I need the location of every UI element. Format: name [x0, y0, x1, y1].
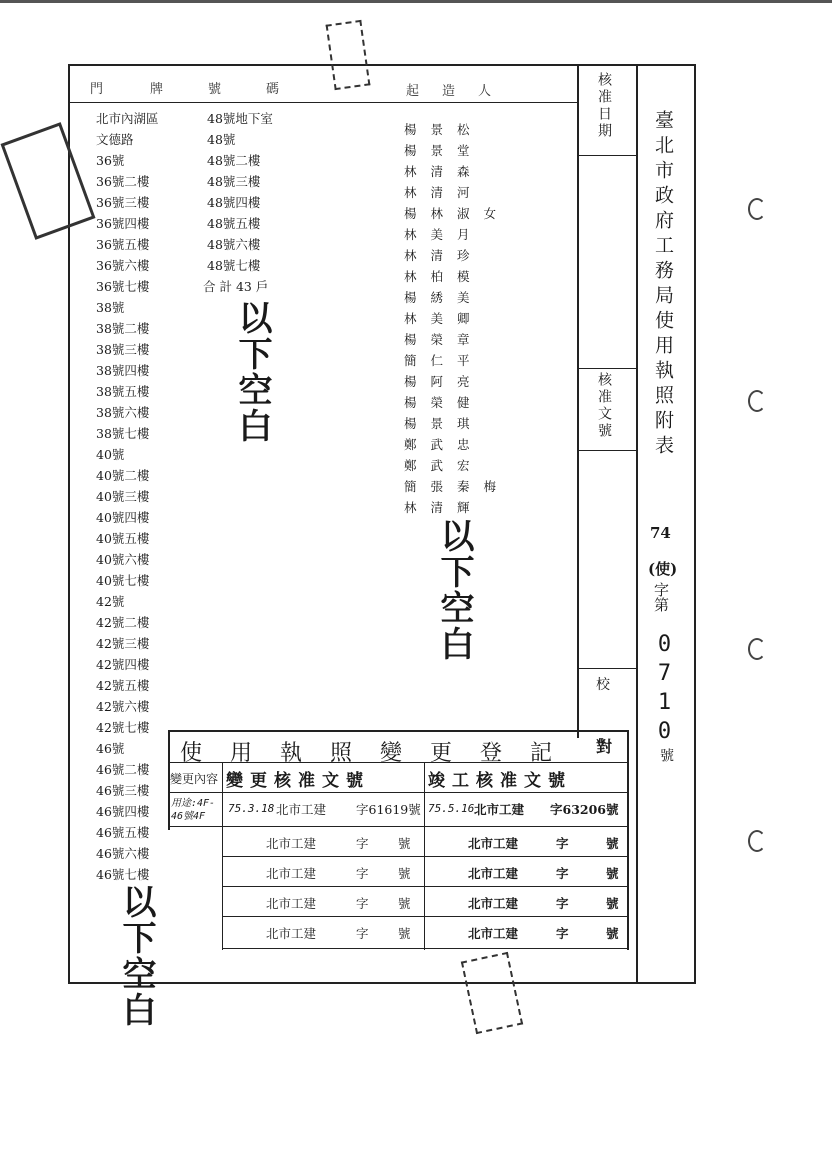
register-row1-done-prefix: 北市工建 [474, 802, 525, 817]
owner-item: 林清輝 [404, 500, 484, 515]
blank-mark-bottom: 以下空白 [116, 884, 156, 1028]
license-hao: 號 [658, 748, 674, 762]
address-total: 合 計 43 戶 [203, 279, 269, 294]
owner-item: 林美卿 [404, 311, 484, 326]
register-blank-hao: 號 [398, 866, 411, 881]
owner-item: 楊景松 [404, 122, 484, 137]
address-item: 北市內湖區 [96, 111, 159, 126]
header-owner-3: 人 [478, 84, 492, 99]
address-item: 38號三樓 [96, 342, 150, 357]
register-blank-prefix: 北市工建 [266, 866, 317, 881]
check-label: 校 [596, 677, 610, 693]
register-blank-prefix-done: 北市工建 [468, 896, 519, 911]
punch-hole-icon [748, 198, 766, 220]
register-blank-hao: 號 [398, 896, 411, 911]
header-underline [68, 102, 578, 103]
address-item: 42號四樓 [96, 657, 150, 672]
register-blank-hao-done: 號 [606, 926, 619, 941]
header-address-3: 號 [208, 82, 222, 97]
right-col-sep2 [577, 368, 637, 369]
register-blank-hao-done: 號 [606, 836, 619, 851]
register-left-lower [222, 792, 223, 950]
address-item: 48號地下室 [207, 111, 273, 126]
register-row1-change-date: 75.3.18 [228, 802, 275, 815]
register-blank-zi-done: 字 [556, 896, 569, 911]
register-blank-prefix-done: 北市工建 [468, 836, 519, 851]
license-zi-di: 字第 [652, 582, 670, 612]
address-item: 36號三樓 [96, 195, 150, 210]
register-blank-prefix: 北市工建 [266, 896, 317, 911]
address-item: 36號六樓 [96, 258, 150, 273]
address-item: 48號四樓 [207, 195, 261, 210]
register-row1-done-no: 字63206號 [550, 802, 619, 817]
address-item: 40號四樓 [96, 510, 150, 525]
register-row3-underline [222, 886, 628, 887]
blank-mark-addresses: 以下空白 [232, 300, 272, 444]
address-item: 文德路 [96, 132, 134, 147]
owner-item: 簡仁平 [404, 353, 484, 368]
address-item: 40號七樓 [96, 573, 150, 588]
right-col-divider [636, 64, 638, 984]
owner-item: 楊景琪 [404, 416, 484, 431]
address-item: 40號五樓 [96, 531, 150, 546]
register-blank-hao: 號 [398, 836, 411, 851]
register-header-change: 變更核准文號 [226, 771, 370, 791]
scan-edge-top [0, 0, 832, 3]
right-col-sep1 [577, 155, 637, 156]
blank-mark-owners: 以下空白 [434, 518, 474, 662]
right-col-sep4 [577, 668, 637, 669]
owner-item: 鄭武宏 [404, 458, 484, 473]
seal-stamp-bottom [461, 952, 523, 1034]
owner-item: 林清珍 [404, 248, 484, 263]
frame-right [694, 64, 696, 984]
owner-item: 鄭武忠 [404, 437, 484, 452]
address-item: 38號六樓 [96, 405, 150, 420]
register-row1-done-date: 75.5.16 [428, 802, 475, 815]
license-number: 0710 [652, 632, 677, 748]
header-owner-1: 起 [406, 84, 420, 99]
address-item: 36號五樓 [96, 237, 150, 252]
address-item: 40號二樓 [96, 468, 150, 483]
header-address-1: 門 [90, 82, 104, 97]
owner-col-divider [577, 64, 579, 738]
header-address-2: 牌 [150, 82, 164, 97]
header-address-4: 碼 [266, 82, 280, 97]
address-item: 36號二樓 [96, 174, 150, 189]
register-bottom [222, 948, 628, 949]
register-blank-zi-done: 字 [556, 866, 569, 881]
address-item: 42號三樓 [96, 636, 150, 651]
register-header-done: 竣工核准文號 [428, 771, 572, 791]
address-list-primary [96, 108, 206, 885]
register-row1-change-no: 字61619號 [356, 802, 421, 817]
register-row1-change-prefix: 北市工建 [276, 802, 327, 817]
owner-item: 楊榮章 [404, 332, 484, 347]
address-list-secondary [207, 108, 307, 276]
owner-list [404, 119, 564, 518]
register-blank-prefix-done: 北市工建 [468, 926, 519, 941]
address-item: 46號七樓 [96, 867, 150, 882]
owner-item: 楊景堂 [404, 143, 484, 158]
seal-stamp-left [0, 122, 95, 240]
register-blank-hao-done: 號 [606, 896, 619, 911]
register-blank-prefix: 北市工建 [266, 836, 317, 851]
register-blank-prefix: 北市工建 [266, 926, 317, 941]
address-item: 48號 [207, 132, 236, 147]
register-blank-zi-done: 字 [556, 836, 569, 851]
approve-doc-label: 核准文號 [596, 372, 612, 440]
register-row1-content: 用途:4F-46號4F [171, 798, 216, 822]
register-top [168, 730, 628, 732]
address-item: 38號七樓 [96, 426, 150, 441]
address-item: 46號五樓 [96, 825, 150, 840]
address-item: 42號五樓 [96, 678, 150, 693]
address-item: 40號六樓 [96, 552, 150, 567]
header-owner-2: 造 [442, 84, 456, 99]
register-blank-hao: 號 [398, 926, 411, 941]
register-blank-hao-done: 號 [606, 866, 619, 881]
address-item: 36號七樓 [96, 279, 150, 294]
register-title: 使用執照變更登記 [180, 741, 581, 766]
address-item: 42號 [96, 594, 125, 609]
address-item: 38號二樓 [96, 321, 150, 336]
address-item: 48號七樓 [207, 258, 261, 273]
owner-item: 簡張秦梅 [404, 479, 511, 494]
register-right [627, 730, 629, 950]
register-row4-underline [222, 916, 628, 917]
punch-hole-icon [748, 638, 766, 660]
register-blank-zi: 字 [356, 836, 369, 851]
owner-item: 楊林淑女 [404, 206, 511, 221]
license-type: (使) [648, 560, 678, 578]
address-item: 48號二樓 [207, 153, 261, 168]
address-item: 46號四樓 [96, 804, 150, 819]
address-item: 46號 [96, 741, 125, 756]
address-item: 46號六樓 [96, 846, 150, 861]
right-col-sep3 [577, 450, 637, 451]
owner-item: 楊綉美 [404, 290, 484, 305]
register-blank-prefix-done: 北市工建 [468, 866, 519, 881]
owner-item: 楊阿亮 [404, 374, 484, 389]
register-header-content: 變更內容 [170, 772, 219, 786]
seal-stamp-top [326, 20, 371, 90]
register-blank-zi: 字 [356, 866, 369, 881]
address-item: 36號四樓 [96, 216, 150, 231]
owner-item: 林美月 [404, 227, 484, 242]
address-item: 40號三樓 [96, 489, 150, 504]
register-row1-underline [168, 826, 628, 827]
register-row2-underline [222, 856, 628, 857]
frame-bottom [68, 982, 696, 984]
address-item: 38號四樓 [96, 363, 150, 378]
register-blank-zi: 字 [356, 926, 369, 941]
address-item: 48號五樓 [207, 216, 261, 231]
approve-date-label: 核准日期 [596, 72, 612, 140]
owner-item: 楊榮健 [404, 395, 484, 410]
license-year: 74 [650, 524, 671, 542]
owner-item: 林清森 [404, 164, 484, 179]
attachment-title: 臺北市政府工務局使用執照附表 [652, 110, 674, 460]
register-blank-zi-done: 字 [556, 926, 569, 941]
address-item: 48號三樓 [207, 174, 261, 189]
punch-hole-icon [748, 830, 766, 852]
register-blank-zi: 字 [356, 896, 369, 911]
address-item: 42號七樓 [96, 720, 150, 735]
address-item: 40號 [96, 447, 125, 462]
owner-item: 林清河 [404, 185, 484, 200]
address-item: 38號 [96, 300, 125, 315]
check-label-2: 對 [596, 737, 613, 756]
address-item: 48號六樓 [207, 237, 261, 252]
address-item: 46號二樓 [96, 762, 150, 777]
punch-hole-icon [748, 390, 766, 412]
frame-top [68, 64, 696, 66]
owner-item: 林柏模 [404, 269, 484, 284]
register-header-underline [168, 792, 628, 793]
address-item: 46號三樓 [96, 783, 150, 798]
address-item: 42號二樓 [96, 615, 150, 630]
address-item: 38號五樓 [96, 384, 150, 399]
address-item: 36號 [96, 153, 125, 168]
address-item: 42號六樓 [96, 699, 150, 714]
